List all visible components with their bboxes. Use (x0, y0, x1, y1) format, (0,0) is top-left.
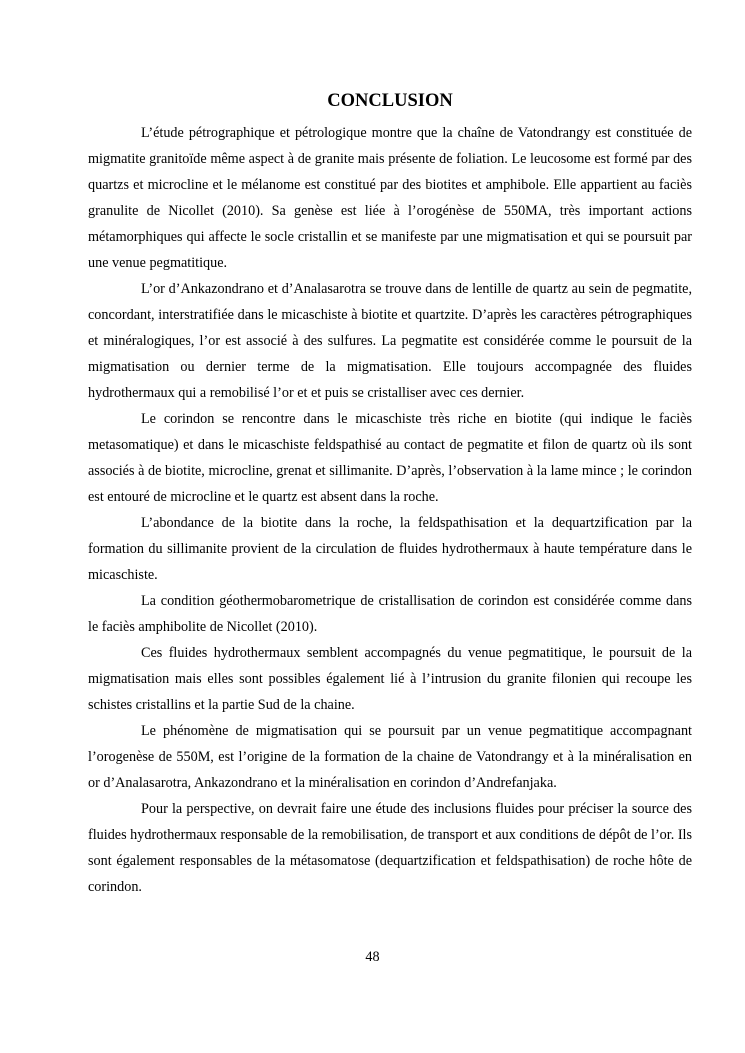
paragraph-geothermobarometry: La condition géothermobarometrique de cristallisation de corindon est considérée comme dans le faciès amphibolite de Nicollet (2010). (88, 593, 692, 635)
page-title: CONCLUSION (327, 91, 453, 111)
page-number: 48 (365, 949, 380, 965)
paragraph-hydrothermal-fluids: Ces fluides hydrothermaux semblent accompagnés du venue pegmatitique, le poursuit de la migmatisation mais elles sont possibles également lié à l’intrusion du granite filonien qui recoupe les schistes cristallins et la partie Sud de la chaine. (88, 645, 692, 713)
paragraph-migmatisation: Le phénomène de migmatisation qui se poursuit par un venue pegmatitique accompagnant l’orogenèse de 550M, est l’origine de la formation de la chaine de Vatondrangy et à la minéralisation en or d’Analasarotra, Ankazondrano et la minéralisation en corindon d’Andrefanjaka. (88, 723, 692, 791)
document-body (88, 88, 692, 900)
paragraph-leucosome: L’étude pétrographique et pétrologique montre que la chaîne de Vatondrangy est constituée de migmatite granitoïde même aspect à de granite mais présente de foliation. Le leucosome est formé par des quartzs et microcline et le mélanome est constitué par des biotites et amphibole. Elle appartient au faciès granulite de Nicollet (2010). Sa genèse est liée à l’orogénèse de 550MA, très important actions métamorphiques qui affecte le socle cristallin et se manifeste par une migmatisation et qui se poursuit par une venue pegmatitique. (88, 125, 692, 271)
paragraph-corundum: Le corindon se rencontre dans le micaschiste très riche en biotite (qui indique le faciès metasomatique) et dans le micaschiste feldspathisé au contact de pegmatite et filon de quartz où ils sont associés à de biotite, microcline, grenat et sillimanite. D’après, l’observation à la lame mince ; le corindon est entouré de microcline et le quartz est absent dans la roche. (88, 411, 692, 505)
paragraph-biotite: L’abondance de la biotite dans la roche, la feldspathisation et la dequartzification par la formation du sillimanite provient de la circulation de fluides hydrothermaux à haute température dans le micaschiste. (88, 515, 692, 583)
paragraph-perspective: Pour la perspective, on devrait faire une étude des inclusions fluides pour préciser la source des fluides hydrothermaux responsable de la remobilisation, de transport et aux conditions de dépôt de l’or. Ils sont également responsables de la métasomatose (dequartzification et feldspathisation) de roche hôte de corindon. (88, 801, 693, 895)
paragraph-gold: L’or d’Ankazondrano et d’Analasarotra se trouve dans de lentille de quartz au sein de pegmatite, concordant, interstratifiée dans le micaschiste à biotite et quartzite. D’après les caractères pétrographiques et minéralogiques, l’or est associé à des sulfures. La pegmatite est considérée comme le poursuit de la migmatisation ou dernier terme de la migmatisation. Elle toujours accompagnée des fluides hydrothermaux qui a remobilisé l’or et et puis se cristalliser avec ces dernier. (88, 281, 692, 401)
